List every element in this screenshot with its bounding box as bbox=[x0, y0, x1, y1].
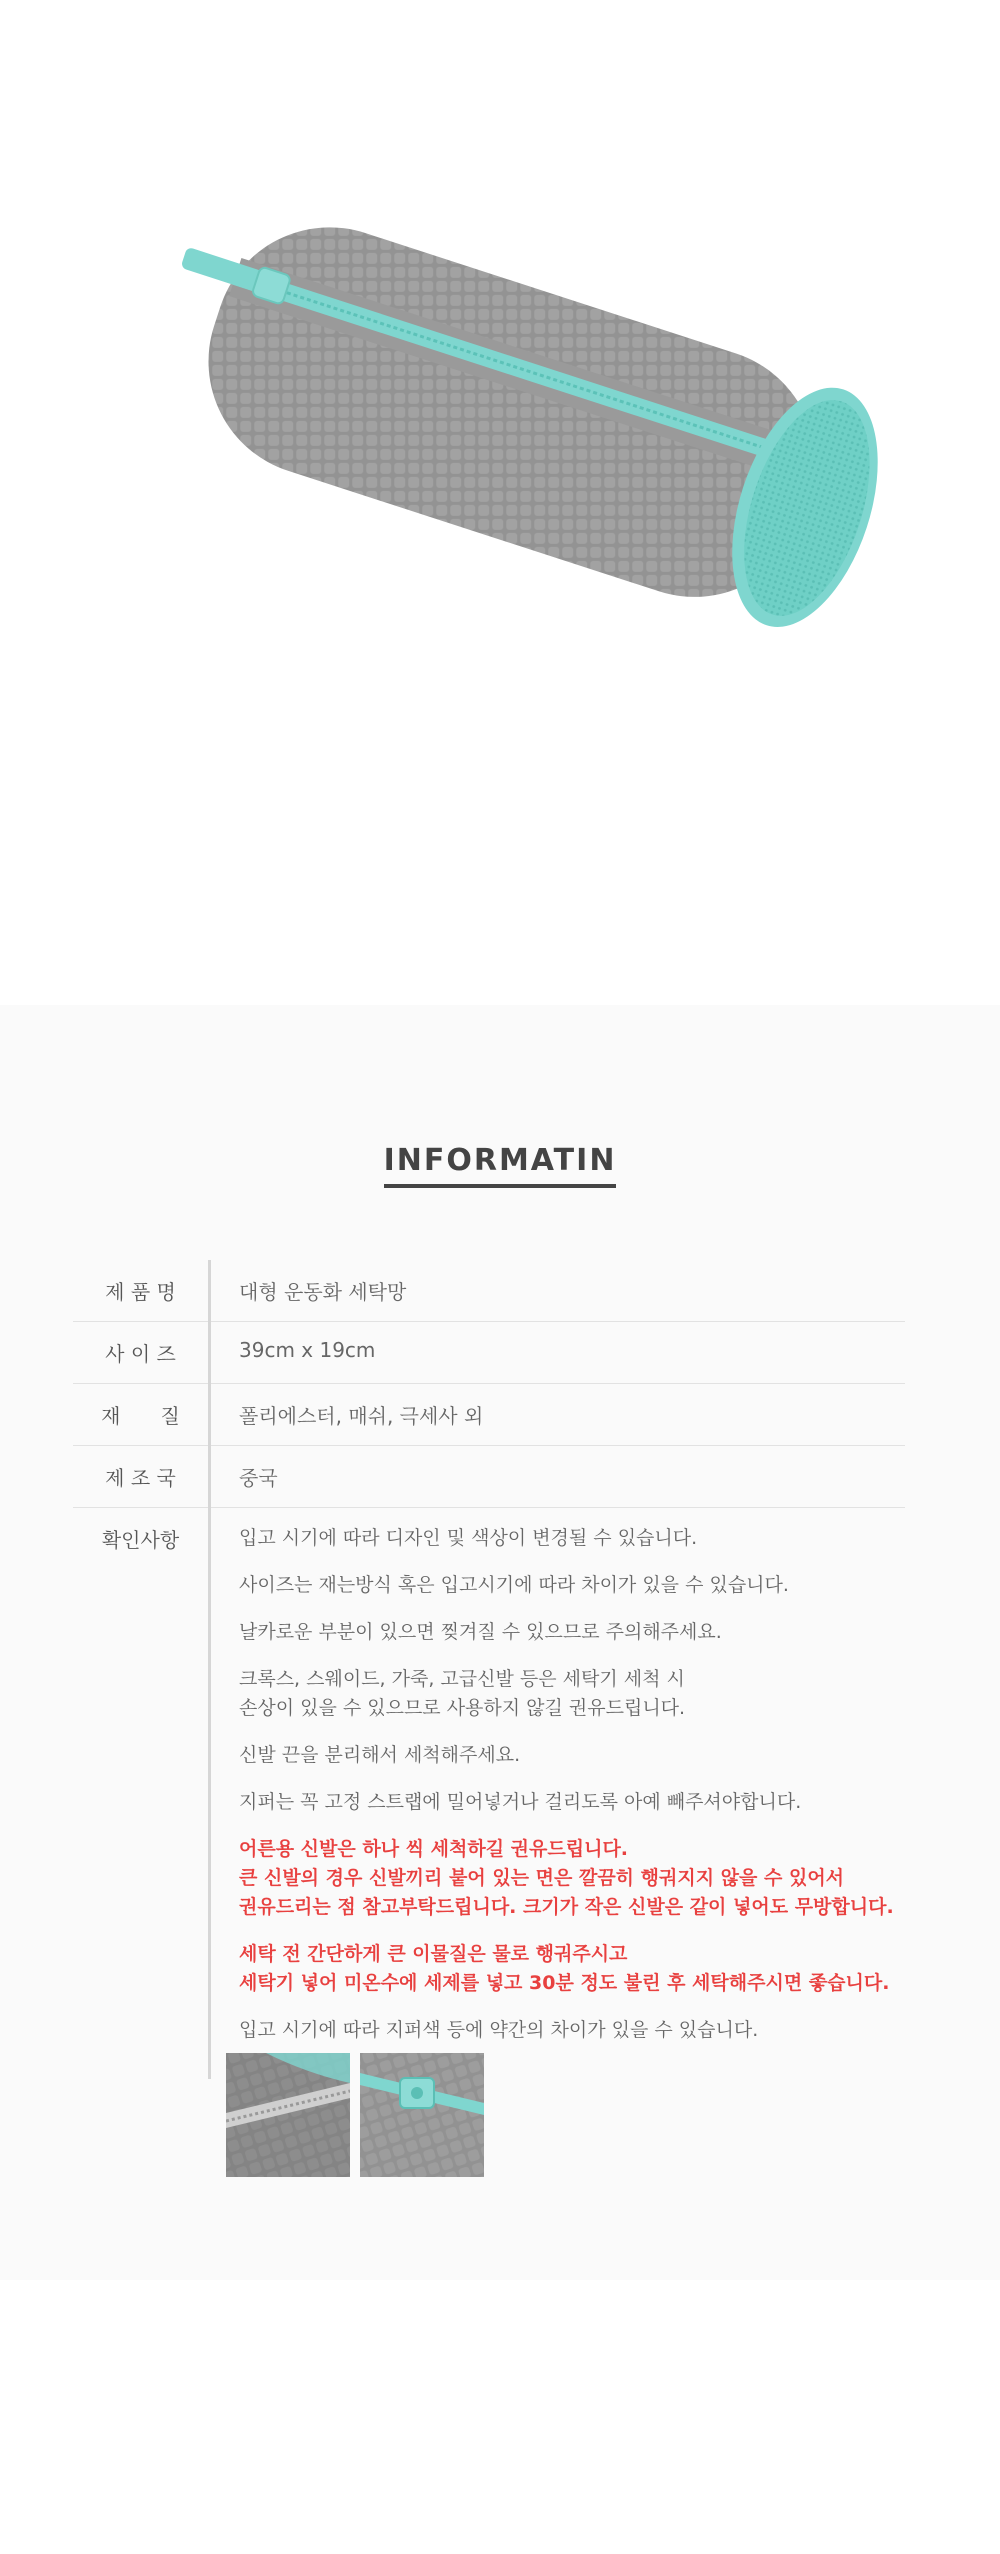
zipper-closeup-photo-icon bbox=[226, 2053, 350, 2177]
spec-row-size bbox=[73, 1322, 905, 1384]
spec-label: 확인사항 bbox=[73, 1508, 210, 2080]
spec-label: 사 이 즈 bbox=[73, 1322, 210, 1384]
spec-row-origin bbox=[73, 1446, 905, 1508]
spec-row-name bbox=[73, 1260, 905, 1322]
note-item: 신발 끈을 분리해서 세척해주세요. bbox=[239, 1744, 521, 1766]
note-item: 크록스, 스웨이드, 가죽, 고급신발 등은 세탁기 세척 시 손상이 있을 수 있으므로 사용하지 않길 권유드립니다. bbox=[239, 1668, 686, 1719]
warning-item: 어른용 신발은 하나 씩 세척하길 권유드립니다. 큰 신발의 경우 신발끼리 붙어 있는 면은 깔끔히 행궈지지 않을 수 있어서 권유드리는 점 참고부탁드립니다. 크기가 작은 신발은 같이 넣어도 무방합니다. bbox=[239, 1838, 894, 1918]
zipper-pull-closeup-photo-icon bbox=[360, 2053, 484, 2177]
product-hero bbox=[0, 0, 1000, 1005]
spec-value: 중국 bbox=[210, 1446, 906, 1508]
note-item: 입고 시기에 따라 디자인 및 색상이 변경될 수 있습니다. bbox=[239, 1527, 698, 1549]
spec-row-notes bbox=[73, 1508, 905, 2080]
note-item: 지퍼는 꼭 고정 스트랩에 밀어넣거나 걸리도록 아예 빼주셔야합니다. bbox=[239, 1791, 802, 1813]
warning-item: 세탁 전 간단하게 큰 이물질은 물로 행궈주시고 세탁기 넣어 미온수에 세제를 넣고 30분 정도 불린 후 세탁해주시면 좋습니다. bbox=[239, 1943, 890, 1994]
page-footer-space bbox=[0, 2280, 1000, 2554]
note-item: 사이즈는 재는방식 혹은 입고시기에 따라 차이가 있을 수 있습니다. bbox=[239, 1574, 789, 1596]
spec-table bbox=[73, 1260, 905, 2079]
spec-label: 제 조 국 bbox=[73, 1446, 210, 1508]
note-item: 날카로운 부분이 있으면 찢겨질 수 있으므로 주의해주세요. bbox=[239, 1621, 722, 1643]
spec-value: 폴리에스터, 매쉬, 극세사 외 bbox=[210, 1384, 906, 1446]
spec-row-material bbox=[73, 1384, 905, 1446]
laundry-bag-image bbox=[0, 0, 1000, 1005]
spec-value: 39cm x 19cm bbox=[210, 1322, 906, 1384]
detail-thumbnails bbox=[226, 2053, 489, 2181]
notes-list bbox=[210, 1508, 906, 2080]
section-title: INFORMATIN bbox=[0, 1143, 1000, 1188]
spec-value: 대형 운동화 세탁망 bbox=[210, 1260, 906, 1322]
spec-label: 재 질 bbox=[73, 1384, 210, 1446]
note-item: 입고 시기에 따라 지퍼색 등에 약간의 차이가 있을 수 있습니다. bbox=[239, 2019, 759, 2041]
spec-label: 제 품 명 bbox=[73, 1260, 210, 1322]
information-section bbox=[0, 1005, 1000, 2280]
